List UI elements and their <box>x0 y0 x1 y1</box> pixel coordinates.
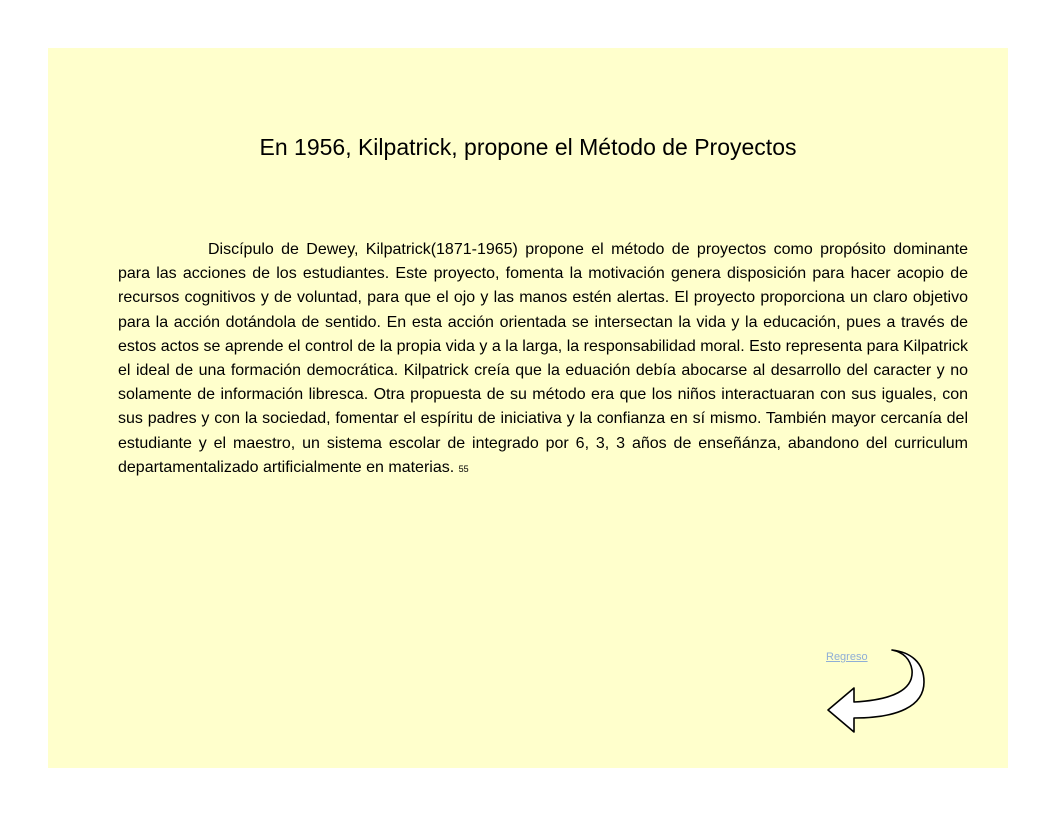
slide <box>48 48 1008 768</box>
slide-title: En 1956, Kilpatrick, propone el Método de Proyectos <box>259 134 797 160</box>
footnote-number: 55 <box>458 463 469 474</box>
return-link[interactable]: Regreso <box>826 651 868 663</box>
body-paragraph <box>118 238 968 481</box>
body-paragraph-text: Discípulo de Dewey, Kilpatrick(1871-1965) propone el método de proyectos como propósito dominante para las acciones de los estudiantes. Este proyecto, fomenta la motivación genera disposición para hacer acopio de recursos cognitivos y de voluntad, para que el ojo y las manos estén alertas. El proyecto proporciona un claro objetivo para la acción dotándola de sentido. En esta acción orientada se intersectan la vida y la educación, pues a través de estos actos se aprende el control de la propia vida y a la larga, la responsabilidad moral. Esto representa para Kilpatrick el ideal de una formación democrática. Kilpatrick creía que la eduación debía abocarse al desarrollo del caracter y no solamente de información libresca. Otra propuesta de su método era que los niños interactuaran con sus iguales, con sus padres y con la sociedad, fomentar el espíritu de iniciativa y la confianza en sí mismo. También mayor cercanía del estudiante y el maestro, un sistema escolar de integrado por 6, 3, 3 años de enseñánza, abandono del curriculum departamentalizado artificialmente en materias. <box>118 241 968 476</box>
